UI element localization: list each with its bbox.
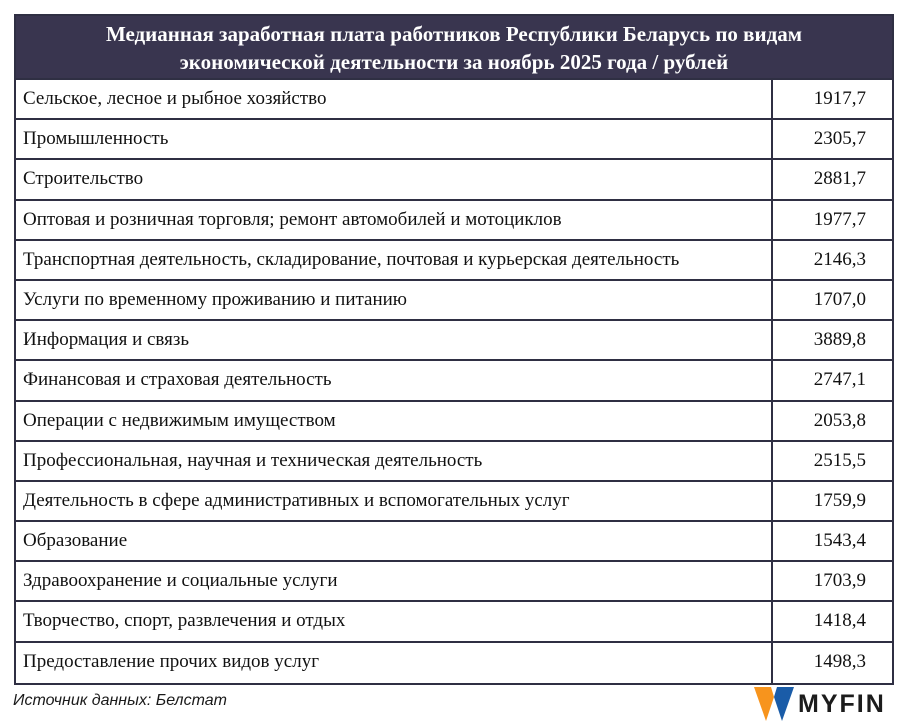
salary-value-cell: 2881,7	[813, 168, 866, 190]
table-row	[16, 602, 892, 642]
salary-value-cell: 2515,5	[813, 449, 866, 471]
salary-value-cell: 1707,0	[813, 288, 866, 310]
salary-value-cell: 1917,7	[813, 88, 866, 109]
sector-name-cell: Творчество, спорт, развлечения и отдых	[16, 602, 773, 640]
table-row	[16, 562, 892, 602]
table-title	[16, 16, 892, 80]
sector-name-cell: Финансовая и страховая деятельность	[16, 361, 773, 399]
salary-value-cell: 3889,8	[813, 329, 866, 351]
salary-table	[14, 14, 894, 685]
sector-name-cell: Операции с недвижимым имуществом	[16, 402, 773, 440]
table-row	[16, 80, 892, 120]
table-row	[16, 120, 892, 160]
table-row	[16, 201, 892, 241]
sector-name-cell: Транспортная деятельность, складирование, почтовая и курьерская деятельность	[16, 241, 773, 279]
salary-value-cell: 1703,9	[813, 570, 866, 592]
table-row	[16, 643, 892, 683]
sector-name-cell: Строительство	[16, 160, 773, 198]
sector-name-cell: Образование	[16, 522, 773, 560]
table-row	[16, 482, 892, 522]
salary-value-cell: 1543,4	[813, 530, 866, 552]
table-title-line-1: Медианная заработная плата работников Республики Беларусь по видам	[105, 22, 803, 46]
salary-value-cell: 1977,7	[813, 208, 866, 230]
table-row	[16, 402, 892, 442]
salary-value-cell: 1498,3	[813, 650, 866, 672]
sector-name-cell: Оптовая и розничная торговля; ремонт автомобилей и мотоциклов	[16, 201, 773, 239]
salary-value-cell: 1759,9	[813, 489, 866, 511]
salary-value-cell: 1418,4	[813, 610, 866, 632]
salary-value-cell: 2747,1	[813, 369, 866, 391]
sector-name-cell: Предоставление прочих видов услуг	[16, 643, 773, 683]
table-row	[16, 241, 892, 281]
salary-value-cell: 2305,7	[813, 128, 866, 150]
logo-text: MYFIN	[798, 689, 886, 718]
table-row	[16, 442, 892, 482]
sector-name-cell: Сельское, лесное и рыбное хозяйство	[16, 80, 773, 118]
myfin-v-logo-icon	[754, 687, 794, 721]
myfin-logo	[754, 686, 886, 722]
table-row	[16, 281, 892, 321]
sector-name-cell: Здравоохранение и социальные услуги	[16, 562, 773, 600]
table-row	[16, 361, 892, 401]
sector-name-cell: Деятельность в сфере административных и вспомогательных услуг	[16, 482, 773, 520]
salary-value-cell: 2053,8	[813, 409, 866, 431]
salary-value-cell: 2146,3	[813, 248, 866, 270]
table-row	[16, 522, 892, 562]
table-row	[16, 160, 892, 200]
table-body	[16, 80, 892, 683]
sector-name-cell: Информация и связь	[16, 321, 773, 359]
table-title-line-2: экономической деятельности за ноябрь 2025 года / рублей	[179, 50, 729, 74]
sector-name-cell: Промышленность	[16, 120, 773, 158]
sector-name-cell: Профессиональная, научная и техническая деятельность	[16, 442, 773, 480]
source-note: Источник данных: Белстат	[13, 692, 227, 709]
table-row	[16, 321, 892, 361]
sector-name-cell: Услуги по временному проживанию и питанию	[16, 281, 773, 319]
